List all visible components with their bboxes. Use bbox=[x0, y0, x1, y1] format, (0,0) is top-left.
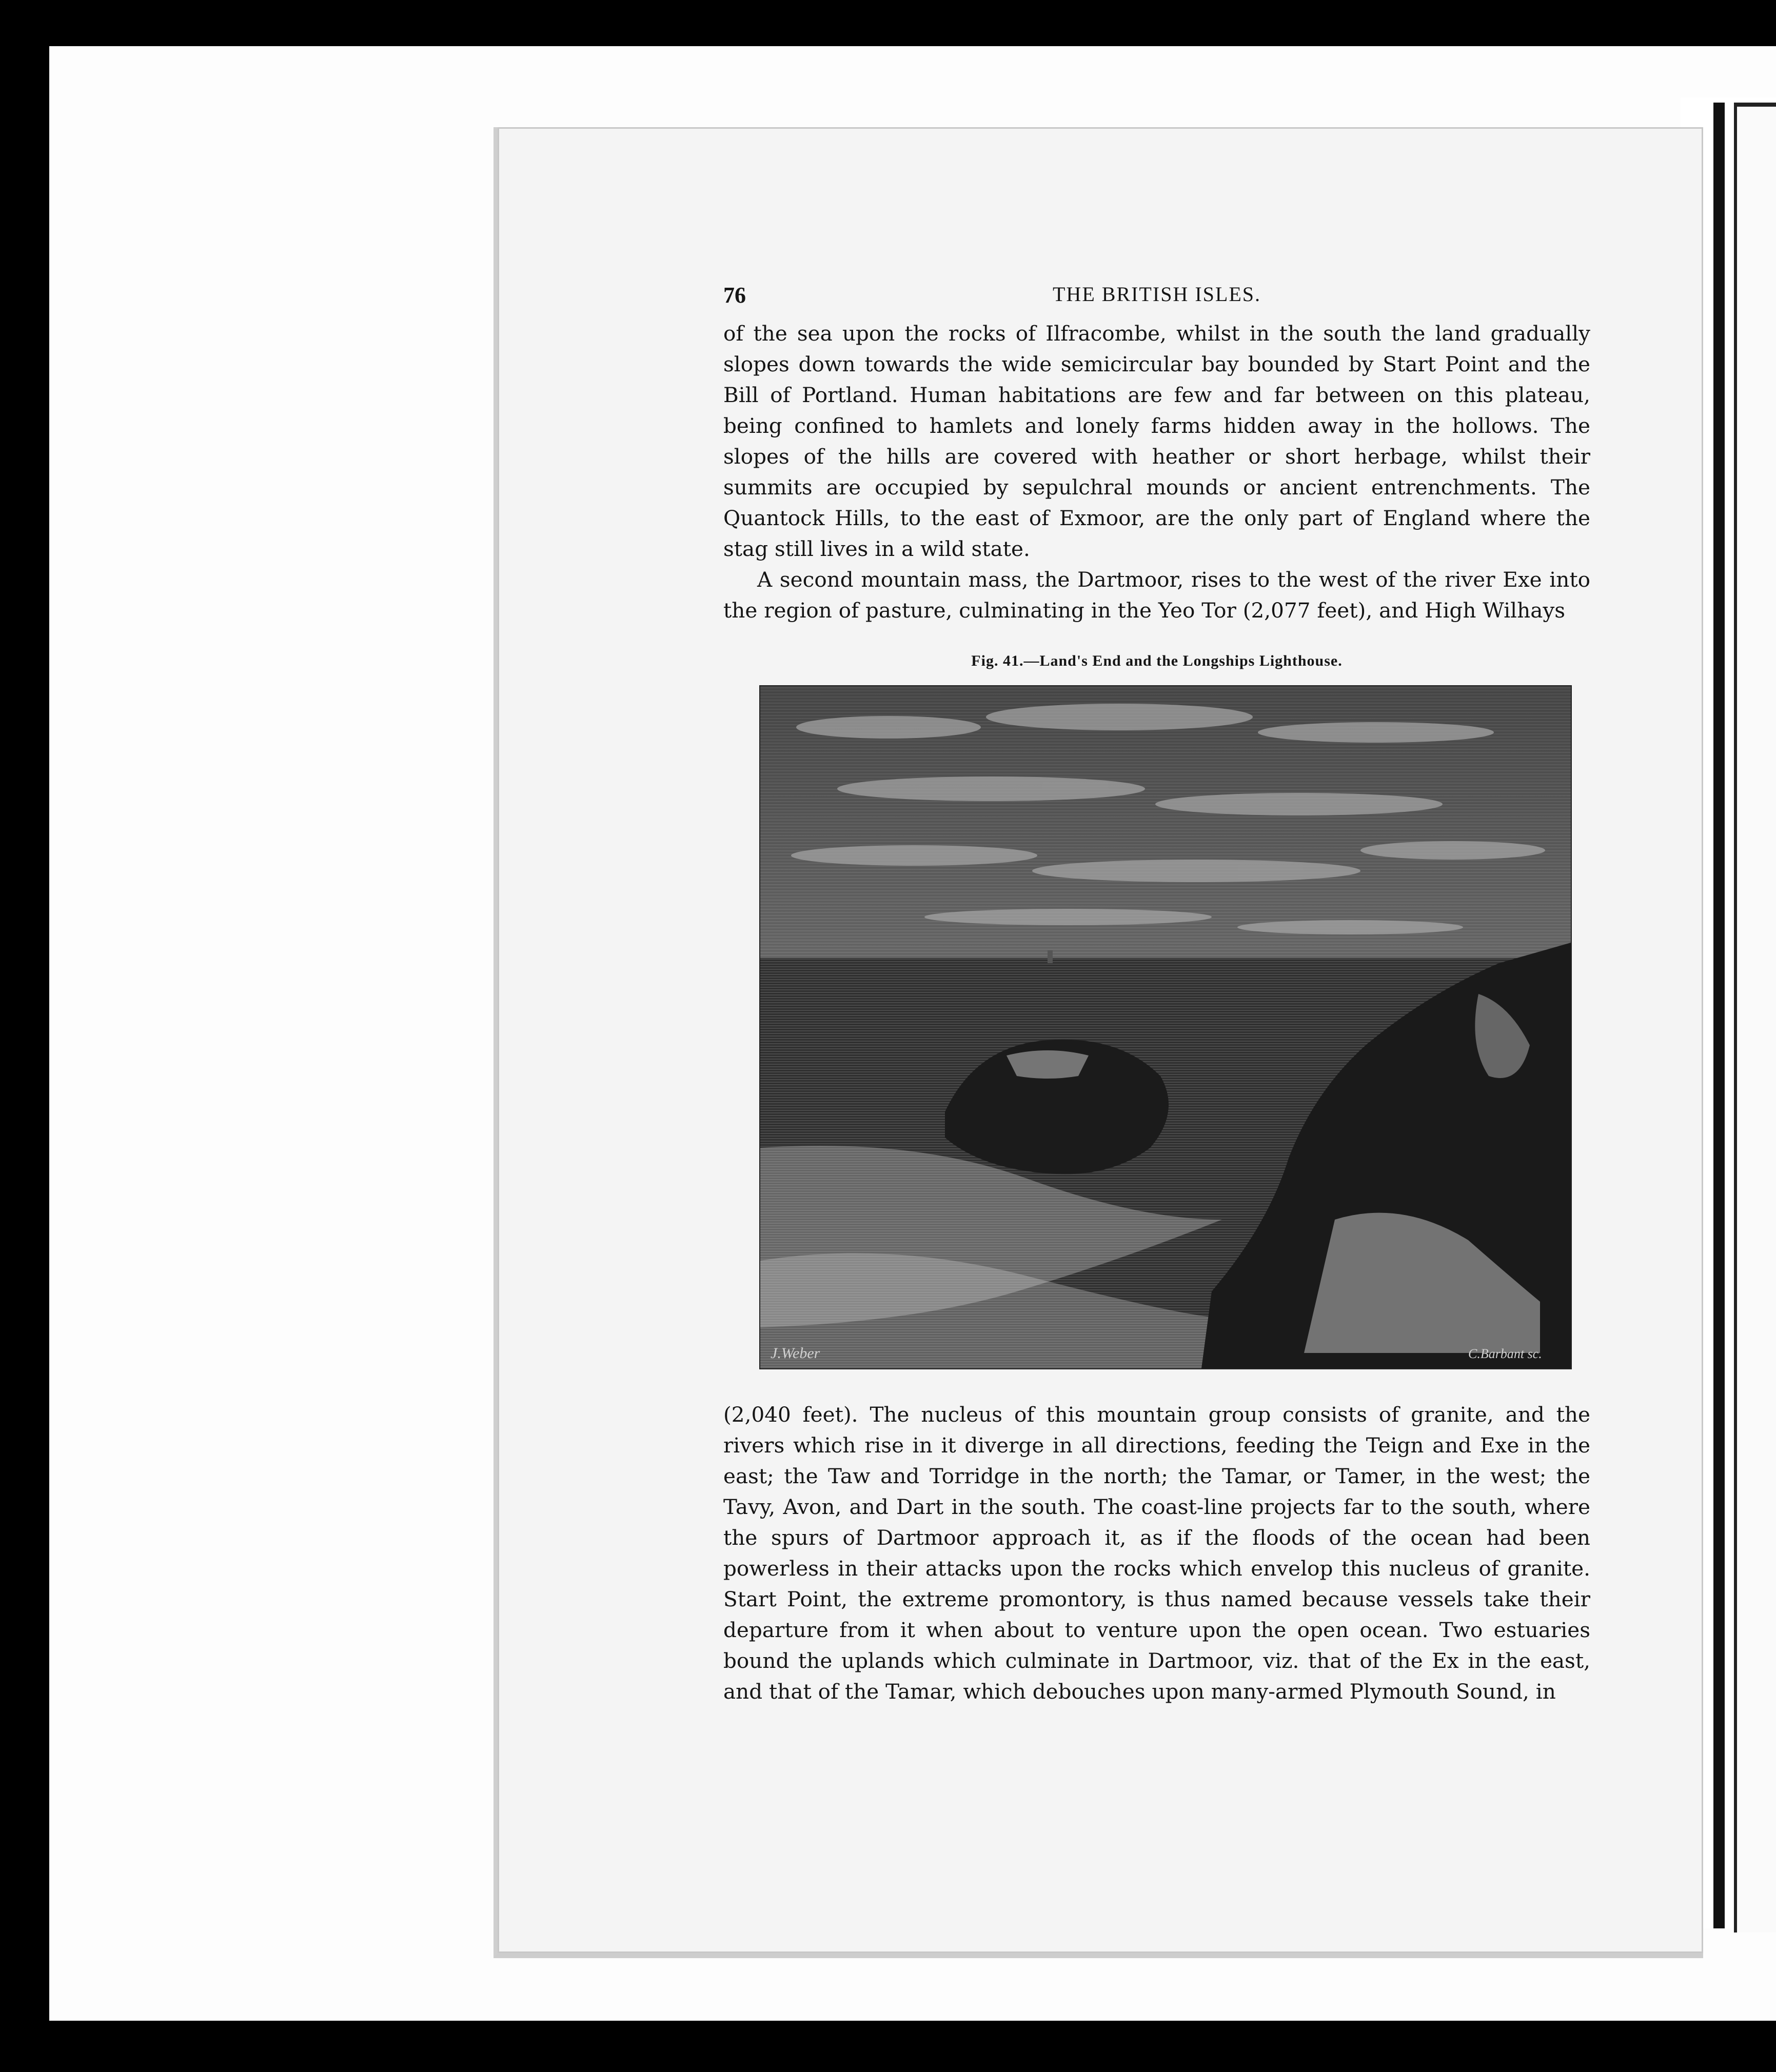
paragraph-1: of the sea upon the rocks of Ilfracombe, whilst in the south the land gradually slopes down towards the wide semicircular bay bounded by Start Point and the Bill of Portland. Human habitations are few and far between on this plateau, being confined to hamlets and lonely farms hidden away in the hollows. The slopes of the hills are covered with heather or short herbage, whilst their summits are occupied by sepulchral mounds or ancient entrenchments. The Quantock Hills, to the east of Exmoor, are the only part of England where the stag still lives in a wild state. bbox=[723, 321, 1590, 561]
paragraph-3: (2,040 feet). The nucleus of this mountain group consists of granite, and the rivers which rise in it diverge in all directions, feeding the Teign and Exe in the east; the Taw and Torridge in the north; the Tamar, or Tamer, in the west; the Tavy, Avon, and Dart in the south. The coast-line projects far to the south, where the spurs of Dartmoor approach it, as if the floods of the ocean had been powerless in their attacks upon the rocks which envelop this nucleus of granite. Start Point, the extreme promontory, is thus named because vessels take their departure from it when about to venture upon the open ocean. Two estuaries bound the uplands which culminate in Dartmoor, viz. that of the Ex in the east, and that of the Tamar, which debouches upon many-armed Plymouth Sound, in bbox=[723, 1402, 1590, 1704]
engraving-illustration bbox=[759, 685, 1572, 1369]
page-number: 76 bbox=[723, 283, 746, 308]
facing-page bbox=[1734, 103, 1776, 1932]
engraver-signature-left: J.Weber bbox=[771, 1345, 820, 1362]
figure-caption: Fig. 41.—Land's End and the Longships Lighthouse. bbox=[971, 652, 1343, 669]
engraver-signature-right: C.Barbant sc. bbox=[1468, 1346, 1542, 1361]
page-header bbox=[723, 272, 1590, 318]
running-head: THE BRITISH ISLES. bbox=[1053, 283, 1261, 306]
paragraph-2: A second mountain mass, the Dartmoor, rises to the west of the river Exe into the region of pasture, culminating in the Yeo Tor (2,077 feet), and High Wilhays bbox=[723, 567, 1590, 623]
binding-shadow bbox=[1713, 103, 1725, 1928]
page-content bbox=[723, 272, 1590, 1707]
engraving-image bbox=[760, 686, 1571, 1368]
